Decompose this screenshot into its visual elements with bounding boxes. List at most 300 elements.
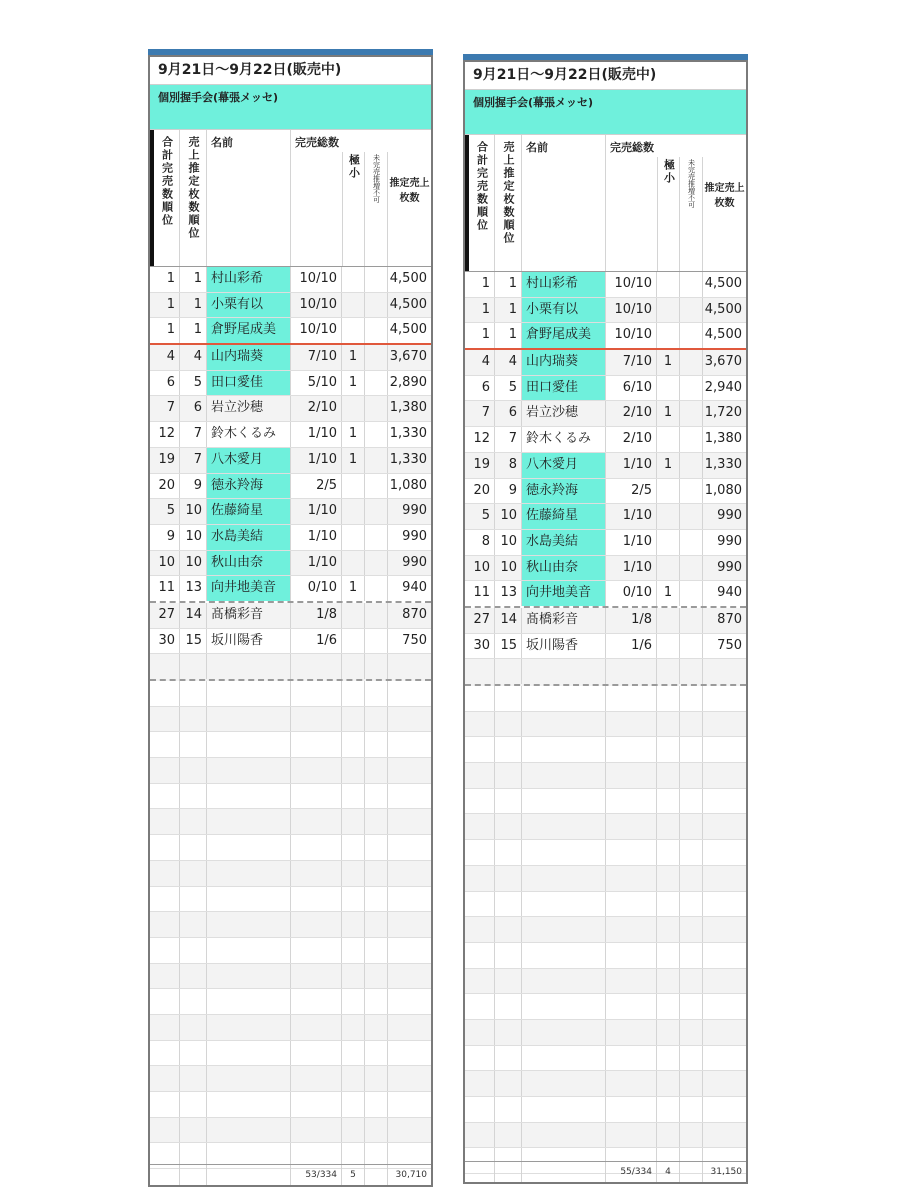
- empty-row: [465, 969, 746, 995]
- cell-sales-rank: [180, 681, 207, 706]
- cell-estimated-sales: 1,380: [389, 400, 427, 416]
- cell-member-name: [207, 758, 291, 783]
- cell-sold-out: [606, 1020, 657, 1045]
- cell-tiny: [657, 659, 680, 684]
- cell-total-rank: [150, 732, 180, 757]
- cell-member-name: [207, 1041, 291, 1066]
- cell-estimated-sales: 990: [402, 528, 427, 544]
- empty-row: [465, 1046, 746, 1072]
- cell-sold-out: [291, 758, 342, 783]
- cell-sold-out: 0/10: [606, 581, 657, 606]
- header-total-rank: 合計完売数順位: [150, 130, 180, 266]
- cell-tiny: [657, 376, 680, 401]
- empty-row: [150, 784, 431, 810]
- cell-tiny: [657, 504, 680, 529]
- cell-member-name: [522, 994, 606, 1019]
- cell-unsold: [680, 350, 703, 375]
- cell-total-rank: [150, 707, 180, 732]
- cell-estimated-sales: 3,670: [389, 349, 427, 365]
- cell-tiny: [342, 681, 365, 706]
- cell-sales-rank: [495, 1020, 522, 1045]
- cell-total-rank: 12: [465, 427, 495, 452]
- cell-unsold: [680, 917, 703, 942]
- cell-tiny: [657, 969, 680, 994]
- cell-tiny: 1: [342, 448, 365, 473]
- cell-tiny: [657, 737, 680, 762]
- cell-tiny: [342, 938, 365, 963]
- cell-tiny: [342, 861, 365, 886]
- cell-estimated-sales: 870: [402, 606, 427, 622]
- panel-title: 9月21日〜9月22日(販売中): [150, 57, 431, 85]
- cell-sold-out: 1/10: [291, 422, 342, 447]
- header-sales-rank: 売上推定枚数順位: [180, 130, 207, 266]
- table-row: [150, 318, 431, 345]
- panel-accent-bar: [463, 54, 748, 60]
- cell-sold-out: 7/10: [291, 345, 342, 370]
- cell-member-name: 小栗有以: [522, 298, 606, 323]
- cell-tiny: 1: [657, 350, 680, 375]
- cell-unsold: [680, 789, 703, 814]
- cell-member-name: 倉野尾成美: [522, 323, 606, 348]
- cell-member-name: 山内瑞葵: [207, 345, 291, 370]
- event-name: 個別握手会(幕張メッセ): [465, 90, 746, 135]
- cell-sold-out: [606, 1097, 657, 1122]
- empty-row: [465, 943, 746, 969]
- cell-sales-rank: [495, 943, 522, 968]
- cell-unsold: [365, 1066, 388, 1091]
- cell-sold-out: 1/10: [291, 448, 342, 473]
- table-row: [465, 479, 746, 505]
- cell-sold-out: 2/5: [291, 474, 342, 499]
- cell-sold-out: [291, 707, 342, 732]
- cell-unsold: [680, 401, 703, 426]
- cell-estimated-sales: 4,500: [389, 296, 427, 312]
- cell-unsold: [680, 892, 703, 917]
- cell-unsold: [365, 964, 388, 989]
- cell-tiny: [657, 789, 680, 814]
- cell-tiny: [657, 763, 680, 788]
- cell-unsold: [680, 737, 703, 762]
- cell-tiny: [342, 1118, 365, 1143]
- cell-sold-out: [606, 866, 657, 891]
- cell-estimated-sales: 750: [402, 632, 427, 648]
- cell-unsold: [680, 634, 703, 659]
- cell-estimated-sales: [388, 732, 431, 757]
- cell-sales-rank: 1: [495, 298, 522, 323]
- footer-estimated-total: 30,710: [395, 1170, 427, 1180]
- cell-member-name: [207, 784, 291, 809]
- cell-sales-rank: [180, 1041, 207, 1066]
- cell-member-name: 八木愛月: [207, 448, 291, 473]
- cell-sales-rank: [495, 1071, 522, 1096]
- cell-tiny: [657, 814, 680, 839]
- cell-sales-rank: [495, 1046, 522, 1071]
- cell-unsold: [365, 551, 388, 576]
- cell-sales-rank: [180, 938, 207, 963]
- cell-member-name: 田口愛佳: [207, 371, 291, 396]
- cell-estimated-sales: [703, 892, 746, 917]
- cell-unsold: [680, 840, 703, 865]
- cell-estimated-sales: 2,890: [389, 374, 427, 390]
- cell-total-rank: [465, 659, 495, 684]
- cell-member-name: [207, 989, 291, 1014]
- cell-tiny: [657, 840, 680, 865]
- cell-sold-out: 1/10: [291, 525, 342, 550]
- cell-sales-rank: [495, 789, 522, 814]
- footer-tiny-total: 5: [342, 1165, 365, 1185]
- cell-unsold: [365, 1118, 388, 1143]
- cell-sales-rank: 13: [180, 576, 207, 601]
- table-row: [465, 401, 746, 427]
- cell-sold-out: [606, 1046, 657, 1071]
- cell-total-rank: [150, 912, 180, 937]
- cell-sold-out: 1/10: [291, 499, 342, 524]
- header-unsold: 未完売推増不可: [365, 152, 388, 266]
- cell-unsold: [365, 525, 388, 550]
- cell-estimated-sales: [388, 835, 431, 860]
- cell-unsold: [365, 732, 388, 757]
- empty-row: [150, 861, 431, 887]
- cell-estimated-sales: 990: [717, 559, 742, 575]
- cell-total-rank: [465, 892, 495, 917]
- table-row: [465, 530, 746, 556]
- cell-sales-rank: [495, 763, 522, 788]
- cell-member-name: [207, 912, 291, 937]
- cell-sales-rank: 10: [495, 504, 522, 529]
- cell-sold-out: [291, 654, 342, 679]
- empty-row: [465, 814, 746, 840]
- header-estimated-sales: 推定売上枚数: [389, 178, 430, 204]
- cell-sold-out: 0/10: [291, 576, 342, 601]
- cell-unsold: [365, 912, 388, 937]
- cell-sales-rank: 15: [180, 629, 207, 654]
- cell-sold-out: 5/10: [291, 371, 342, 396]
- cell-tiny: [342, 293, 365, 318]
- cell-estimated-sales: 1,380: [704, 431, 742, 447]
- cell-sold-out: 1/8: [606, 608, 657, 633]
- cell-estimated-sales: [388, 1041, 431, 1066]
- cell-total-rank: 4: [150, 345, 180, 370]
- cell-tiny: [342, 964, 365, 989]
- cell-tiny: [657, 892, 680, 917]
- cell-sold-out: 1/10: [606, 504, 657, 529]
- cell-sold-out: 2/10: [606, 427, 657, 452]
- cell-total-rank: [465, 943, 495, 968]
- cell-member-name: 村山彩希: [207, 267, 291, 292]
- panel-title: 9月21日〜9月22日(販売中): [465, 62, 746, 90]
- empty-row: [150, 1092, 431, 1118]
- cell-total-rank: [150, 1118, 180, 1143]
- cell-tiny: [657, 866, 680, 891]
- cell-member-name: [522, 917, 606, 942]
- cell-member-name: 佐藤綺星: [207, 499, 291, 524]
- cell-tiny: [342, 551, 365, 576]
- header-estimated-sales: 推定売上枚数: [704, 183, 745, 209]
- cell-tiny: [657, 272, 680, 297]
- cell-unsold: [680, 608, 703, 633]
- cell-sold-out: [606, 1123, 657, 1148]
- cell-unsold: [680, 1020, 703, 1045]
- cell-estimated-sales: 990: [717, 508, 742, 524]
- table-row: [150, 448, 431, 474]
- cell-sales-rank: [495, 1097, 522, 1122]
- cell-total-rank: 12: [150, 422, 180, 447]
- cell-total-rank: 8: [465, 530, 495, 555]
- cell-total-rank: 1: [150, 267, 180, 292]
- table-row: [150, 603, 431, 629]
- cell-member-name: 水島美結: [522, 530, 606, 555]
- cell-member-name: [522, 712, 606, 737]
- cell-sales-rank: 5: [495, 376, 522, 401]
- cell-estimated-sales: [388, 707, 431, 732]
- cell-sales-rank: [180, 809, 207, 834]
- cell-total-rank: 1: [465, 272, 495, 297]
- cell-member-name: 田口愛佳: [522, 376, 606, 401]
- cell-unsold: [365, 603, 388, 628]
- table-row: [150, 422, 431, 448]
- cell-sales-rank: [180, 861, 207, 886]
- header-sold-out-total: 完売総数: [295, 136, 339, 149]
- cell-sales-rank: 1: [495, 323, 522, 348]
- cell-sold-out: 10/10: [291, 267, 342, 292]
- cell-sales-rank: [180, 964, 207, 989]
- empty-row: [150, 964, 431, 990]
- cell-sold-out: [291, 887, 342, 912]
- cell-sales-rank: 7: [180, 422, 207, 447]
- cell-estimated-sales: 990: [402, 503, 427, 519]
- cell-unsold: [365, 293, 388, 318]
- cell-total-rank: 11: [150, 576, 180, 601]
- empty-row: [465, 994, 746, 1020]
- cell-total-rank: [150, 809, 180, 834]
- empty-row: [465, 686, 746, 712]
- cell-total-rank: 7: [465, 401, 495, 426]
- cell-estimated-sales: [703, 994, 746, 1019]
- cell-estimated-sales: [703, 969, 746, 994]
- cell-member-name: [522, 1123, 606, 1148]
- table-row: [465, 453, 746, 479]
- cell-tiny: [657, 634, 680, 659]
- cell-total-rank: 7: [150, 396, 180, 421]
- cell-tiny: 1: [657, 453, 680, 478]
- cell-total-rank: [465, 686, 495, 711]
- cell-unsold: [680, 323, 703, 348]
- header-name: 名前: [207, 130, 291, 266]
- cell-member-name: 髙橋彩音: [522, 608, 606, 633]
- footer-sold-total: 53/334: [291, 1165, 342, 1185]
- cell-total-rank: 30: [150, 629, 180, 654]
- cell-tiny: [657, 1097, 680, 1122]
- cell-total-rank: 1: [465, 298, 495, 323]
- empty-row: [465, 840, 746, 866]
- cell-unsold: [680, 866, 703, 891]
- cell-estimated-sales: [703, 866, 746, 891]
- cell-estimated-sales: [703, 840, 746, 865]
- cell-sold-out: [606, 737, 657, 762]
- empty-row: [465, 917, 746, 943]
- table-row: [150, 371, 431, 397]
- cell-member-name: 八木愛月: [522, 453, 606, 478]
- cell-tiny: [342, 1015, 365, 1040]
- table-row: [465, 556, 746, 582]
- cell-member-name: 向井地美音: [522, 581, 606, 606]
- cell-total-rank: 6: [150, 371, 180, 396]
- cell-sales-rank: [180, 989, 207, 1014]
- table-footer: [465, 1161, 746, 1182]
- cell-sales-rank: [495, 840, 522, 865]
- cell-unsold: [680, 479, 703, 504]
- cell-total-rank: [150, 784, 180, 809]
- cell-total-rank: [465, 712, 495, 737]
- cell-sales-rank: 4: [180, 345, 207, 370]
- cell-tiny: [342, 758, 365, 783]
- cell-total-rank: 27: [465, 608, 495, 633]
- cell-total-rank: 10: [150, 551, 180, 576]
- cell-sold-out: [291, 835, 342, 860]
- cell-sales-rank: [180, 758, 207, 783]
- cell-total-rank: 11: [465, 581, 495, 606]
- cell-unsold: [365, 629, 388, 654]
- cell-unsold: [365, 448, 388, 473]
- cell-tiny: [342, 654, 365, 679]
- cell-tiny: 1: [342, 371, 365, 396]
- cell-unsold: [365, 576, 388, 601]
- empty-row: [465, 712, 746, 738]
- cell-member-name: [207, 654, 291, 679]
- cell-sales-rank: [180, 784, 207, 809]
- cell-sold-out: 1/10: [291, 551, 342, 576]
- cell-sales-rank: [180, 654, 207, 679]
- cell-estimated-sales: [703, 712, 746, 737]
- cell-total-rank: [465, 814, 495, 839]
- cell-unsold: [365, 654, 388, 679]
- cell-total-rank: [465, 1020, 495, 1045]
- cell-member-name: [522, 1071, 606, 1096]
- cell-tiny: [342, 912, 365, 937]
- cell-sold-out: [291, 912, 342, 937]
- cell-unsold: [365, 474, 388, 499]
- cell-sales-rank: 4: [495, 350, 522, 375]
- empty-row: [150, 989, 431, 1015]
- table-row: [150, 293, 431, 319]
- table-body: [465, 272, 746, 1174]
- cell-total-rank: 20: [465, 479, 495, 504]
- cell-sold-out: [606, 969, 657, 994]
- cell-member-name: [522, 1020, 606, 1045]
- cell-unsold: [680, 581, 703, 606]
- sales-panel-right: [463, 60, 748, 1184]
- cell-estimated-sales: 4,500: [389, 322, 427, 338]
- cell-sales-rank: [495, 994, 522, 1019]
- empty-row: [150, 681, 431, 707]
- cell-estimated-sales: 3,670: [704, 354, 742, 370]
- empty-row: [150, 809, 431, 835]
- cell-sales-rank: 1: [495, 272, 522, 297]
- empty-row: [465, 659, 746, 686]
- empty-row: [465, 892, 746, 918]
- cell-unsold: [680, 453, 703, 478]
- cell-total-rank: 20: [150, 474, 180, 499]
- cell-total-rank: [150, 1041, 180, 1066]
- cell-sold-out: [606, 840, 657, 865]
- table-row: [465, 634, 746, 660]
- table-header: [465, 135, 746, 272]
- cell-sold-out: [291, 809, 342, 834]
- cell-estimated-sales: [388, 1066, 431, 1091]
- cell-sales-rank: 10: [495, 556, 522, 581]
- cell-total-rank: [465, 1071, 495, 1096]
- header-tiny: 極小: [657, 157, 680, 271]
- cell-tiny: [657, 943, 680, 968]
- cell-tiny: [342, 887, 365, 912]
- header-total-rank: 合計完売数順位: [465, 135, 495, 271]
- cell-tiny: [342, 396, 365, 421]
- table-row: [150, 499, 431, 525]
- cell-total-rank: [150, 654, 180, 679]
- cell-sales-rank: 5: [180, 371, 207, 396]
- cell-sales-rank: [180, 732, 207, 757]
- table-footer: [150, 1164, 431, 1185]
- table-row: [150, 525, 431, 551]
- cell-sold-out: 2/5: [606, 479, 657, 504]
- cell-unsold: [365, 318, 388, 343]
- header-sold-out-total: 完売総数: [610, 141, 654, 154]
- cell-unsold: [365, 1092, 388, 1117]
- cell-tiny: [342, 989, 365, 1014]
- cell-estimated-sales: [703, 1097, 746, 1122]
- cell-unsold: [680, 1097, 703, 1122]
- cell-member-name: [207, 1015, 291, 1040]
- cell-sold-out: [291, 964, 342, 989]
- cell-tiny: [657, 1123, 680, 1148]
- cell-sold-out: 1/6: [291, 629, 342, 654]
- cell-tiny: [342, 835, 365, 860]
- cell-member-name: [207, 1066, 291, 1091]
- cell-total-rank: [150, 1092, 180, 1117]
- cell-estimated-sales: 1,330: [389, 451, 427, 467]
- cell-sold-out: 1/8: [291, 603, 342, 628]
- cell-sold-out: 10/10: [606, 298, 657, 323]
- cell-member-name: [522, 1097, 606, 1122]
- cell-unsold: [365, 1041, 388, 1066]
- cell-estimated-sales: 1,720: [704, 405, 742, 421]
- cell-tiny: [657, 608, 680, 633]
- empty-row: [150, 912, 431, 938]
- empty-row: [465, 737, 746, 763]
- empty-row: [150, 1015, 431, 1041]
- cell-total-rank: [465, 1123, 495, 1148]
- cell-total-rank: [465, 1046, 495, 1071]
- cell-total-rank: 1: [150, 318, 180, 343]
- cell-unsold: [680, 272, 703, 297]
- cell-sales-rank: [180, 1118, 207, 1143]
- cell-sold-out: [291, 938, 342, 963]
- cell-sales-rank: 1: [180, 318, 207, 343]
- cell-sales-rank: [495, 712, 522, 737]
- cell-member-name: 向井地美音: [207, 576, 291, 601]
- cell-sales-rank: 6: [180, 396, 207, 421]
- cell-total-rank: [150, 887, 180, 912]
- cell-unsold: [680, 814, 703, 839]
- cell-tiny: [657, 994, 680, 1019]
- cell-estimated-sales: 4,500: [704, 301, 742, 317]
- header-tiny: 極小: [342, 152, 365, 266]
- cell-sold-out: [606, 789, 657, 814]
- cell-sold-out: [606, 1071, 657, 1096]
- cell-total-rank: [150, 835, 180, 860]
- cell-estimated-sales: [703, 659, 746, 684]
- cell-estimated-sales: [388, 784, 431, 809]
